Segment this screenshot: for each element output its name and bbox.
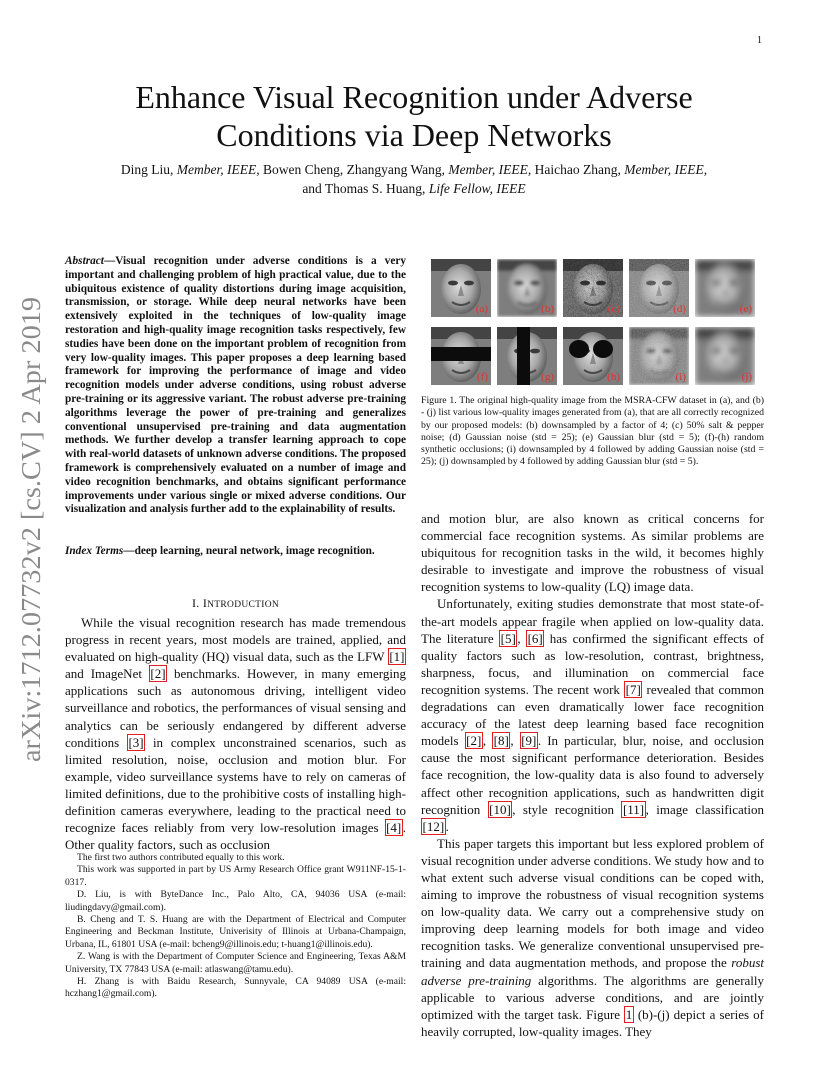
body-text: . xyxy=(445,818,449,834)
abstract-text: —Visual recognition under adverse conditions is a very important and challenging problem of high practical value, due to the ubiquitous existence of quality distortions during image acquisition, transmission, or storage. While deep neural networks have been extensively exploited in the techniques of low-quality image restoration and high-quality image recognition tasks respectively, few studies have been done on the important problem of recognition from very low-quality images. This paper proposes a deep learning based framework for improving the performance of image and video recognition models under adverse conditions, using robust adverse pre-training or its aggressive variant. The robust adverse pre-training algorithms leverage the power of pre-training and generalizes conventional unsupervised pre-training and data augmentation methods. We further develop a transfer learning approach to cope with real-world datasets of unknown adverse conditions. The proposed framework is comprehensively evaluated on a number of image and video recognition benchmarks, and obtains significant performance improvements under various single or mixed adverse conditions. Our visualization and analysis further add to the explainability of results. xyxy=(65,255,406,516)
face-image-original xyxy=(431,259,491,317)
section-heading-text: I. INTRODUCTION xyxy=(191,596,280,610)
subfigure-label: (b) xyxy=(541,303,554,315)
citation-link[interactable]: [2] xyxy=(150,666,166,682)
footnote: The first two authors contributed equally to this work. xyxy=(77,852,285,863)
abstract-label: Abstract xyxy=(65,255,104,267)
title-line-1: Enhance Visual Recognition under Adverse xyxy=(135,79,693,115)
body-text: , style recognition xyxy=(512,801,615,817)
body-text: While the visual recognition research has made tremendous progress in recent years, most models are trained, applied, and evaluated on high-quality (HQ) visual data, such as the LFW xyxy=(65,615,406,665)
author-role: Member, IEEE, xyxy=(448,162,532,177)
face-image-downsampled-noise xyxy=(629,327,689,385)
index-terms xyxy=(65,545,406,559)
author-role: Member, IEEE, xyxy=(624,162,708,177)
subfigure-label: (h) xyxy=(607,371,620,383)
page-number: 1 xyxy=(757,35,762,46)
citation-link[interactable]: [10] xyxy=(489,801,511,817)
body-paragraph xyxy=(421,595,764,834)
body-text: (b)-(j) depict a series of heavily corrupted, low-quality images. They xyxy=(421,1006,764,1039)
body-text: , image classification xyxy=(645,801,765,817)
subfigure-label: (a) xyxy=(475,303,488,315)
author-name: Bowen Cheng, Zhangyang Wang, xyxy=(263,162,446,177)
abstract xyxy=(65,255,406,517)
title-line-2: Conditions via Deep Networks xyxy=(216,117,612,153)
citation-link[interactable]: [3] xyxy=(128,734,144,750)
footnotes xyxy=(65,852,406,1001)
right-column-text xyxy=(421,510,764,1040)
subfigure-label: (j) xyxy=(741,371,752,383)
body-text: . In particular, blur, noise, and occlusion cause the most significant performance deterioration. Besides face recognition, the low-quality data is also found to adversely affect other recognition applications, such as handwritten digit recognition xyxy=(421,733,764,817)
subfigure-label: (d) xyxy=(673,303,686,315)
face-image-occlusion-circles xyxy=(563,327,623,385)
subfigure-label: (e) xyxy=(739,303,752,315)
body-text: Unfortunately, exiting studies demonstrate that most state-of-the-art models appear fragile when applied on low-quality data. The literature xyxy=(421,596,764,646)
body-text: in complex unconstrained scenarios, such as limited resolution, noise, occlusion and motion blur. For example, video surveillance systems have to rely on cameras of limited definitions, due to the prohibitive costs of installing high-definition cameras everywhere, leading to the practical need to recognize faces reliably from very low-resolution images xyxy=(65,734,406,836)
body-text: This paper targets this important but less explored problem of visual recognition under adverse conditions. We study how and to what extent such adverse visual conditions can be coped with, aiming to improve the robustness of visual recognition systems on low-quality data. We carry out a comprehensive study on improving deep learning models for both image and video recognition tasks. We generalize conventional unsupervised pre-training and data augmentation methods, and propose the xyxy=(421,835,764,971)
author-role: Life Fellow, IEEE xyxy=(428,181,526,196)
face-image-salt-pepper xyxy=(563,259,623,317)
author-role: Member, IEEE, xyxy=(176,162,260,177)
body-text: . Other quality factors, such as occlusion xyxy=(65,820,406,853)
body-text: has confirmed the significant effects of quality factors such as low-resolution, contrast, brightness, sharpness, focus, and illumination on commercial face recognition systems. The recent work xyxy=(421,630,765,697)
citation-link[interactable]: [11] xyxy=(622,801,645,817)
citation-link[interactable]: [7] xyxy=(625,681,641,697)
figure-link[interactable]: 1 xyxy=(625,1006,633,1022)
subfigure-label: (g) xyxy=(541,371,554,383)
arxiv-stamp-text: arXiv:1712.07732v2 [cs.CV] 2 Apr 2019 xyxy=(15,309,46,762)
footnote: This work was supported in part by US Army Research Office grant W911NF-15-1-0317. xyxy=(65,864,406,888)
subfigure-label: (c) xyxy=(607,303,620,315)
body-text: , xyxy=(482,733,487,749)
body-text: revealed that common degradations can even dramatically lower face recognition accuracy of the latest deep learning based face recognition models xyxy=(421,681,764,749)
footnote: D. Liu, is with ByteDance Inc., Palo Alto, CA, 94036 USA (e-mail: liudingdavy@gmail.com). xyxy=(65,889,406,913)
citation-link[interactable]: [8] xyxy=(493,733,509,749)
citation-link[interactable]: [2] xyxy=(466,733,482,749)
body-text: benchmarks. However, in many emerging applications such as autonomous driving, intelligent video surveillance and robotics, the performances of visual sensing and analytics can be seriously endangered by different adverse conditions xyxy=(65,666,407,750)
paper-title xyxy=(70,78,758,154)
author-name: Ding Liu, xyxy=(120,162,174,177)
figure-caption: Figure 1. The original high-quality image from the MSRA-CFW dataset in (a), and (b) - (j) list various low-quality images generated from (a), that are all correctly recognized by our proposed models: (b) downsampled by a factor of 4; (c) 50% salt & pepper noise; (d) Gaussian noise (std = 25); (e) Gaussian blur (std = 5); (f)-(h) random synthetic occlusions; (i) downsampled by 4 followed by adding Gaussian noise (std = 25); (j) downsampled by 4 followed by adding Gaussian blur (std = 5). xyxy=(421,395,764,468)
footnote: H. Zhang is with Baidu Research, Sunnyvale, CA 94089 USA (e-mail: hczhang1@gmail.com). xyxy=(65,976,406,1000)
index-terms-text: —deep learning, neural network, image recognition. xyxy=(123,545,375,557)
face-image-occlusion-vertical xyxy=(497,327,557,385)
citation-link[interactable]: [12] xyxy=(422,818,445,834)
body-text: , xyxy=(517,630,521,646)
section-heading xyxy=(65,596,406,611)
intro-paragraph xyxy=(65,614,406,853)
subfigure-label: (i) xyxy=(675,371,686,383)
emphasis-text: robust adverse pre-training xyxy=(421,955,765,988)
arxiv-stamp xyxy=(9,295,49,765)
figure-1 xyxy=(431,259,761,389)
footnote: B. Cheng and T. S. Huang are with the Department of Electrical and Computer Engineering and Beckman Institute, Univerisity of Illinois at Urbana-Champaign, Urbana, IL, 61801 USA (e-mail: bcheng9@illinois.edu; t-huang1@illinois.edu). xyxy=(65,914,406,950)
author-name: Haichao Zhang, xyxy=(534,162,621,177)
face-image-downsampled-blur xyxy=(695,327,755,385)
face-image-occlusion-bar xyxy=(431,327,491,385)
face-image-gaussian-blur xyxy=(695,259,755,317)
citation-link[interactable]: [1] xyxy=(389,649,405,665)
subfigure-label: (f) xyxy=(477,371,488,383)
index-terms-label: Index Terms xyxy=(65,545,124,557)
body-text: and ImageNet xyxy=(65,666,142,682)
body-paragraph: and motion blur, are also known as critical concerns for commercial face recognition systems. As similar problems are ubiquitous for recognition tasks in the wild, it becomes highly desirable to investigate and improve the robustness of visual recognition systems to low-quality (LQ) image data. xyxy=(421,511,764,595)
body-paragraph xyxy=(421,835,764,1040)
author-list xyxy=(70,160,758,198)
citation-link[interactable]: [4] xyxy=(386,820,402,836)
author-name: and Thomas S. Huang, xyxy=(302,181,426,196)
face-image-downsampled xyxy=(497,259,557,317)
face-image-gaussian-noise xyxy=(629,259,689,317)
body-text: , xyxy=(510,733,514,749)
citation-link[interactable]: [5] xyxy=(500,630,516,646)
citation-link[interactable]: [6] xyxy=(527,630,543,646)
citation-link[interactable]: [9] xyxy=(521,733,537,749)
footnote: Z. Wang is with the Department of Computer Science and Engineering, Texas A&M University, TX 77843 USA (e-mail: atlaswang@tamu.edu). xyxy=(65,951,406,975)
body-text: algorithms. The algorithms are generally applicable to various adverse conditions, and are jointly optimized with the target task. Figure xyxy=(421,972,765,1022)
